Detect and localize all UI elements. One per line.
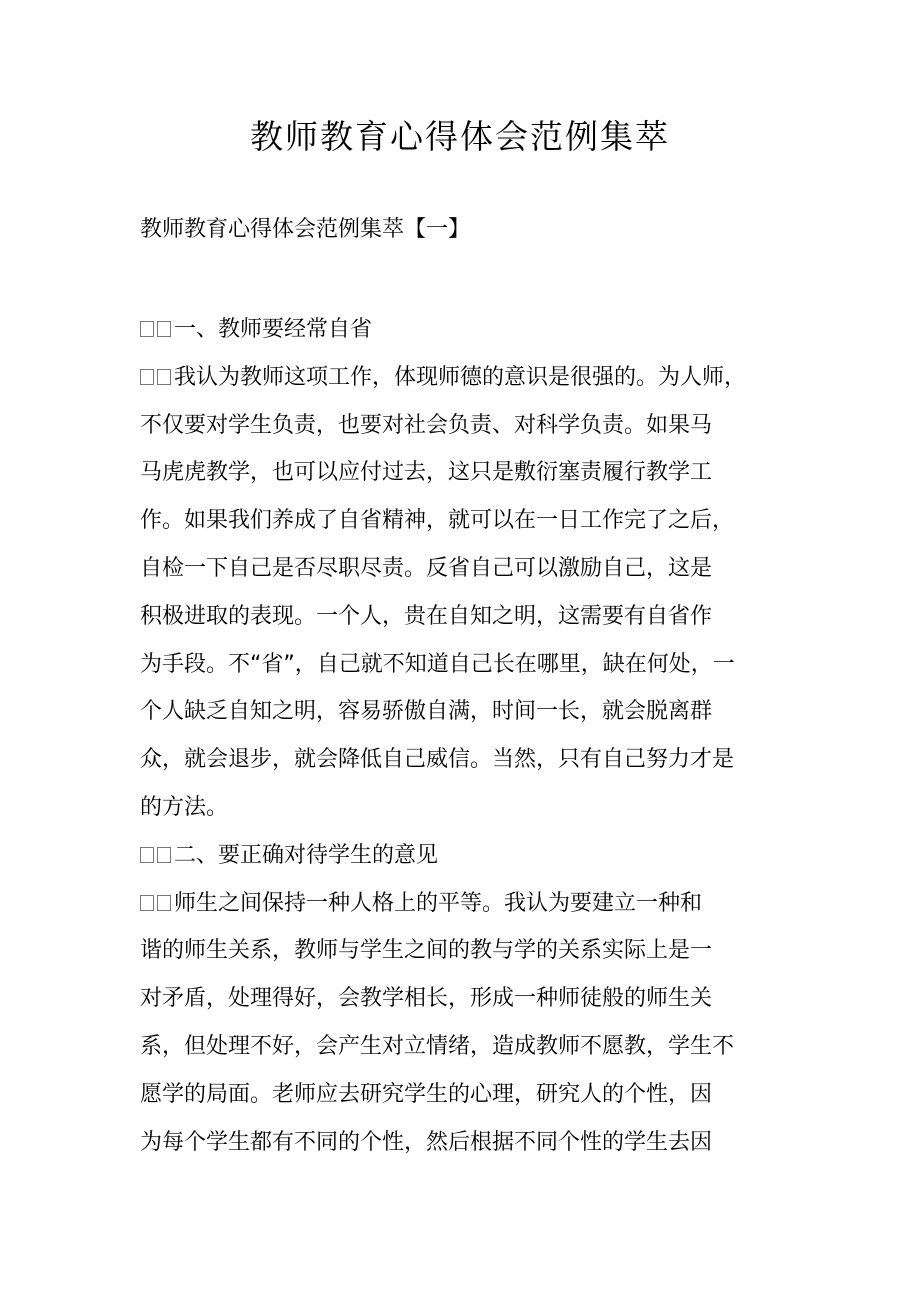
document-title: 教师教育心得体会范例集萃 — [250, 117, 670, 156]
paragraph-line: 为每个学生都有不同的个性，然后根据不同个性的学生去因 — [140, 1129, 713, 1155]
missing-glyph-box-icon — [140, 847, 154, 863]
paragraph-line: 我认为教师这项工作，体现师德的意识是很强的。为人师， — [140, 354, 790, 402]
paragraph-line: 积极进取的表现。一个人，贵在自知之明，这需要有自省作 — [140, 603, 713, 629]
paragraph-line: 系，但处理不好，会产生对立情绪，造成教师不愿教，学生不 — [140, 1033, 735, 1059]
missing-glyph-box-icon — [157, 321, 171, 337]
missing-glyph-box-icon — [140, 369, 154, 385]
paragraph-line: 众，就会退步，就会降低自己威信。当然，只有自己努力才是 — [140, 747, 735, 773]
paragraph-line: 为手段。不“省”，自己就不知道自己长在哪里，缺在何处，一 — [140, 651, 735, 677]
paragraph-line: 不仅要对学生负责，也要对社会负责、对科学负责。如果马 — [140, 412, 713, 438]
subheading-2: 二、要正确对待学生的意见 — [140, 832, 790, 880]
document-body — [140, 306, 790, 1166]
missing-glyph-box-icon — [157, 895, 171, 911]
paragraph-line: 谐的师生关系，教师与学生之间的教与学的关系实际上是一 — [140, 938, 713, 964]
paragraph-line: 愿学的局面。老师应去研究学生的心理，研究人的个性，因 — [140, 1081, 713, 1107]
missing-glyph-box-icon — [140, 895, 154, 911]
subheading-1: 一、教师要经常自省 — [140, 306, 790, 354]
paragraph-line: 作。如果我们养成了自省精神，就可以在一日工作完了之后， — [140, 508, 735, 534]
missing-glyph-box-icon — [140, 321, 154, 337]
paragraph-line: 师生之间保持一种人格上的平等。我认为要建立一种和 — [140, 880, 790, 928]
paragraph-line: 自检一下自己是否尽职尽责。反省自己可以激励自己，这是 — [140, 555, 713, 581]
missing-glyph-box-icon — [157, 847, 171, 863]
missing-glyph-box-icon — [157, 369, 171, 385]
paragraph-line: 马虎虎教学，也可以应付过去，这只是敷衍塞责履行教学工 — [140, 460, 713, 486]
paragraph-line: 对矛盾，处理得好，会教学相长，形成一种师徒般的师生关 — [140, 986, 713, 1012]
paragraph-line: 的方法。 — [140, 794, 229, 820]
section-heading: 教师教育心得体会范例集萃【一】 — [140, 217, 471, 242]
paragraph-line: 个人缺乏自知之明，容易骄傲自满，时间一长，就会脱离群 — [140, 699, 713, 725]
